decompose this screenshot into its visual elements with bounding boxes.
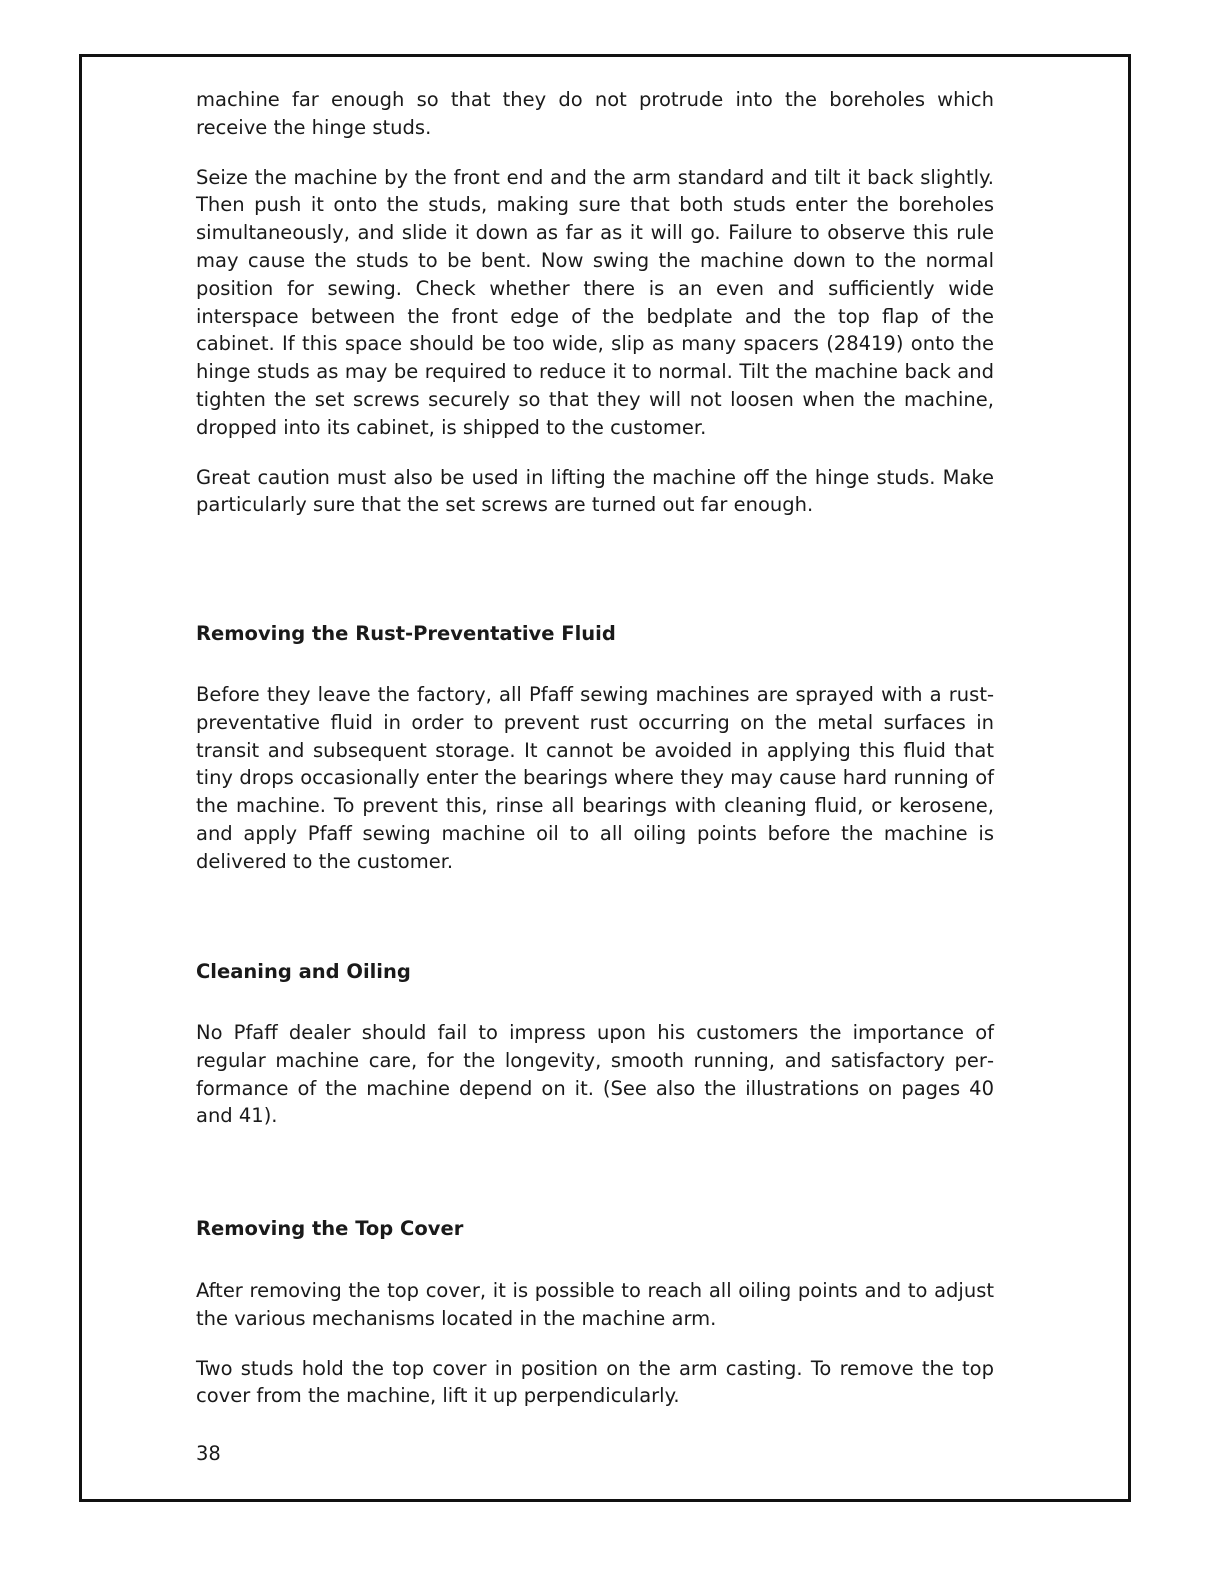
section-body	[196, 1019, 994, 1130]
paragraph: Two studs hold the top cover in position on the arm casting. To remove the top cover from the machine, lift it up perpendicularly.	[196, 1356, 994, 1408]
paragraph: After removing the top cover, it is possible to reach all oiling points and to adjust the various mechanisms located in the machine arm.	[196, 1279, 994, 1330]
page-number: 38	[196, 1442, 221, 1465]
intro-text	[196, 86, 994, 519]
section-body	[196, 1277, 994, 1410]
section-heading: Removing the Rust-Preventative Fluid	[196, 622, 616, 645]
paragraph: Great caution must also be used in lifting the machine off the hinge studs. Make particularly sure that the set screws are turned out far enough.	[196, 465, 994, 517]
section-heading: Cleaning and Oiling	[196, 960, 411, 983]
section-body	[196, 681, 994, 876]
paragraph: machine far enough so that they do not protrude into the boreholes which receive the hinge studs.	[196, 88, 994, 139]
paragraph: Before they leave the factory, all Pfaff sewing machines are sprayed with a rust-preventative fluid in order to prevent rust occurring on the metal surfaces in transit and subsequent storage. It cannot be avoided in applying this fluid that tiny drops occasionally enter the bearings where they may cause hard running of the machine. To prevent this, rinse all bearings with cleaning fluid, or kerosene, and apply Pfaff sewing machine oil to all oiling points before the machine is delivered to the customer.	[196, 683, 994, 873]
section-heading: Removing the Top Cover	[196, 1217, 464, 1240]
paragraph: Seize the machine by the front end and the arm standard and tilt it back slightly. Then push it onto the studs, making sure that both studs enter the boreholes simultaneously, and slide it down as far as it will go. Failure to observe this rule may cause the studs to be bent. Now swing the machine down to the normal position for sewing. Check whether there is an even and sufficiently wide interspace between the front edge of the bedplate and the top flap of the cabinet. If this space should be too wide, slip as many spacers (28419) onto the hinge studs as may be required to reduce it to normal. Tilt the machine back and tighten the set screws securely so that they will not loosen when the machine, dropped into its cabinet, is shipped to the customer.	[196, 165, 994, 439]
paragraph: No Pfaff dealer should fail to impress upon his customers the importance of regular machine care, for the longevity, smooth running, and satisfactory performance of the machine depend on it. (See also the illustrations on pages 40 and 41).	[196, 1021, 994, 1128]
